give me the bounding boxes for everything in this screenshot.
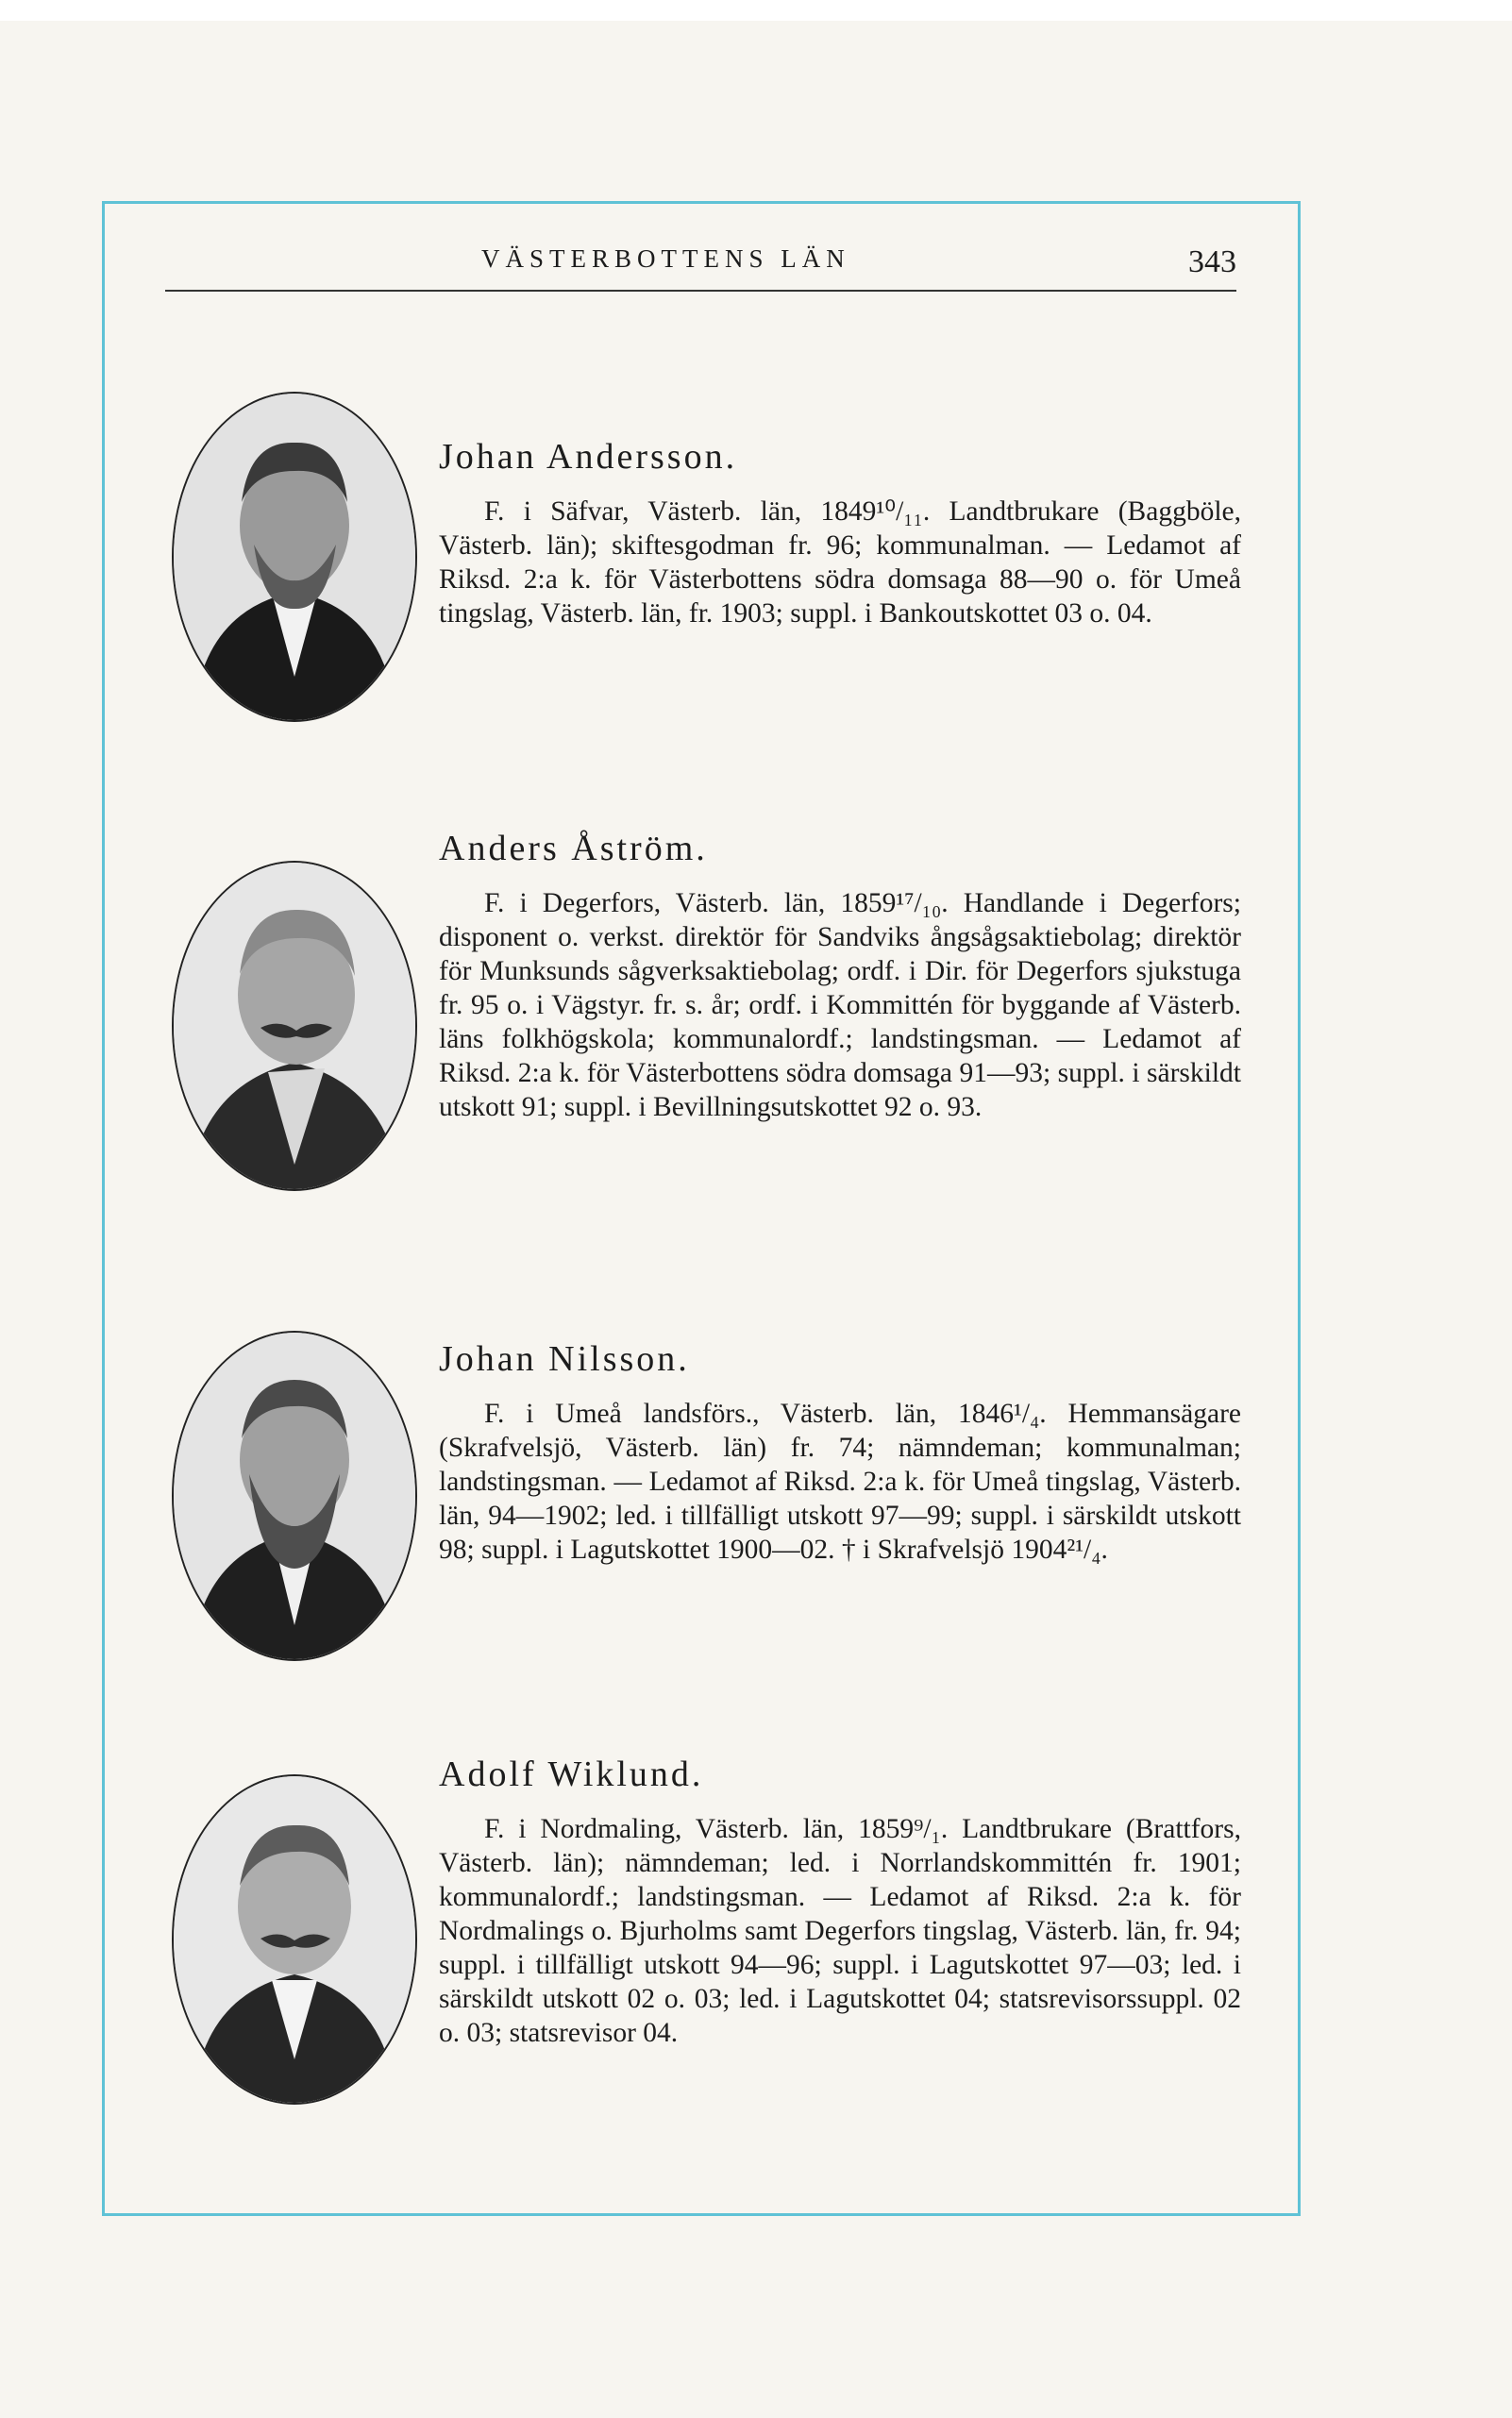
portrait-image [174, 1333, 415, 1659]
portrait-photo [172, 392, 417, 722]
person-name: Johan Andersson. [439, 437, 738, 477]
portrait-photo [172, 861, 417, 1191]
portrait-photo [172, 1774, 417, 2105]
portrait-photo [172, 1331, 417, 1661]
biography-text: F. i Degerfors, Västerb. län, 1859¹⁷/₁₀. Handlande i Degerfors; disponent o. verkst. direktör för Sandviks ångsågsaktiebolag; direktör för Munksunds sågverksaktiebolag; ordf. i Dir. för Degerfors sjukstuga fr. 95 o. i Vägstyr. fr. s. år; ordf. i Kommittén för byggande af Västerb. läns folkhögskola; kommunalordf.; landstingsman. — Ledamot af Riksd. 2:a k. för Västerbottens södra domsaga 91—93; suppl. i särskildt utskott 91; suppl. i Bevillningsutskottet 92 o. 93. [439, 888, 1241, 1122]
biography-text: F. i Säfvar, Västerb. län, 1849¹⁰/₁₁. Landtbrukare (Baggböle, Västerb. län); skiftesgodman fr. 96; kommunalman. — Ledamot af Riksd. 2:a k. för Västerbottens södra domsaga 88—90 o. för Umeå tingslag, Västerb. län, fr. 1903; suppl. i Bankoutskottet 03 o. 04. [439, 496, 1241, 629]
person-name: Adolf Wiklund. [439, 1755, 704, 1794]
portrait-image [174, 1776, 415, 2103]
entry-text [439, 828, 1241, 1124]
entry-text [439, 1338, 1241, 1567]
portrait-image [174, 394, 415, 720]
running-header [165, 241, 1236, 292]
page-number: 343 [1188, 244, 1236, 279]
entry-text [439, 1754, 1241, 2050]
page-edge [0, 0, 1512, 21]
running-title: VÄSTERBOTTENS LÄN [481, 244, 850, 273]
person-name: Johan Nilsson. [439, 1339, 690, 1379]
person-name: Anders Åström. [439, 829, 708, 868]
entry-text [439, 436, 1241, 630]
biography-text: F. i Nordmaling, Västerb. län, 1859⁹/₁. Landtbrukare (Brattfors, Västerb. län); nämndeman; led. i Norrlandskommittén fr. 1901; kommunalordf.; landstingsman. — Ledamot af Riksd. 2:a k. för Nordmalings o. Bjurholms samt Degerfors tingslag, Västerb. län, fr. 94; suppl. i tillfälligt utskott 94—96; suppl. i Lagutskottet 97—03; led. i särskildt utskott 02 o. 03; led. i Lagutskottet 04; statsrevisorssuppl. 02 o. 03; statsrevisor 04. [439, 1814, 1241, 2048]
biography-text: F. i Umeå landsförs., Västerb. län, 1846¹/₄. Hemmansägare (Skrafvelsjö, Västerb. län) fr. 74; nämndeman; kommunalman; landstingsman. — Ledamot af Riksd. 2:a k. för Umeå tingslag, Västerb. län, 94—1902; led. i tillfälligt utskott 97—99; suppl. i särskildt utskott 98; suppl. i Lagutskottet 1900—02. † i Skrafvelsjö 1904²¹/₄. [439, 1399, 1241, 1565]
portrait-image [174, 863, 415, 1189]
